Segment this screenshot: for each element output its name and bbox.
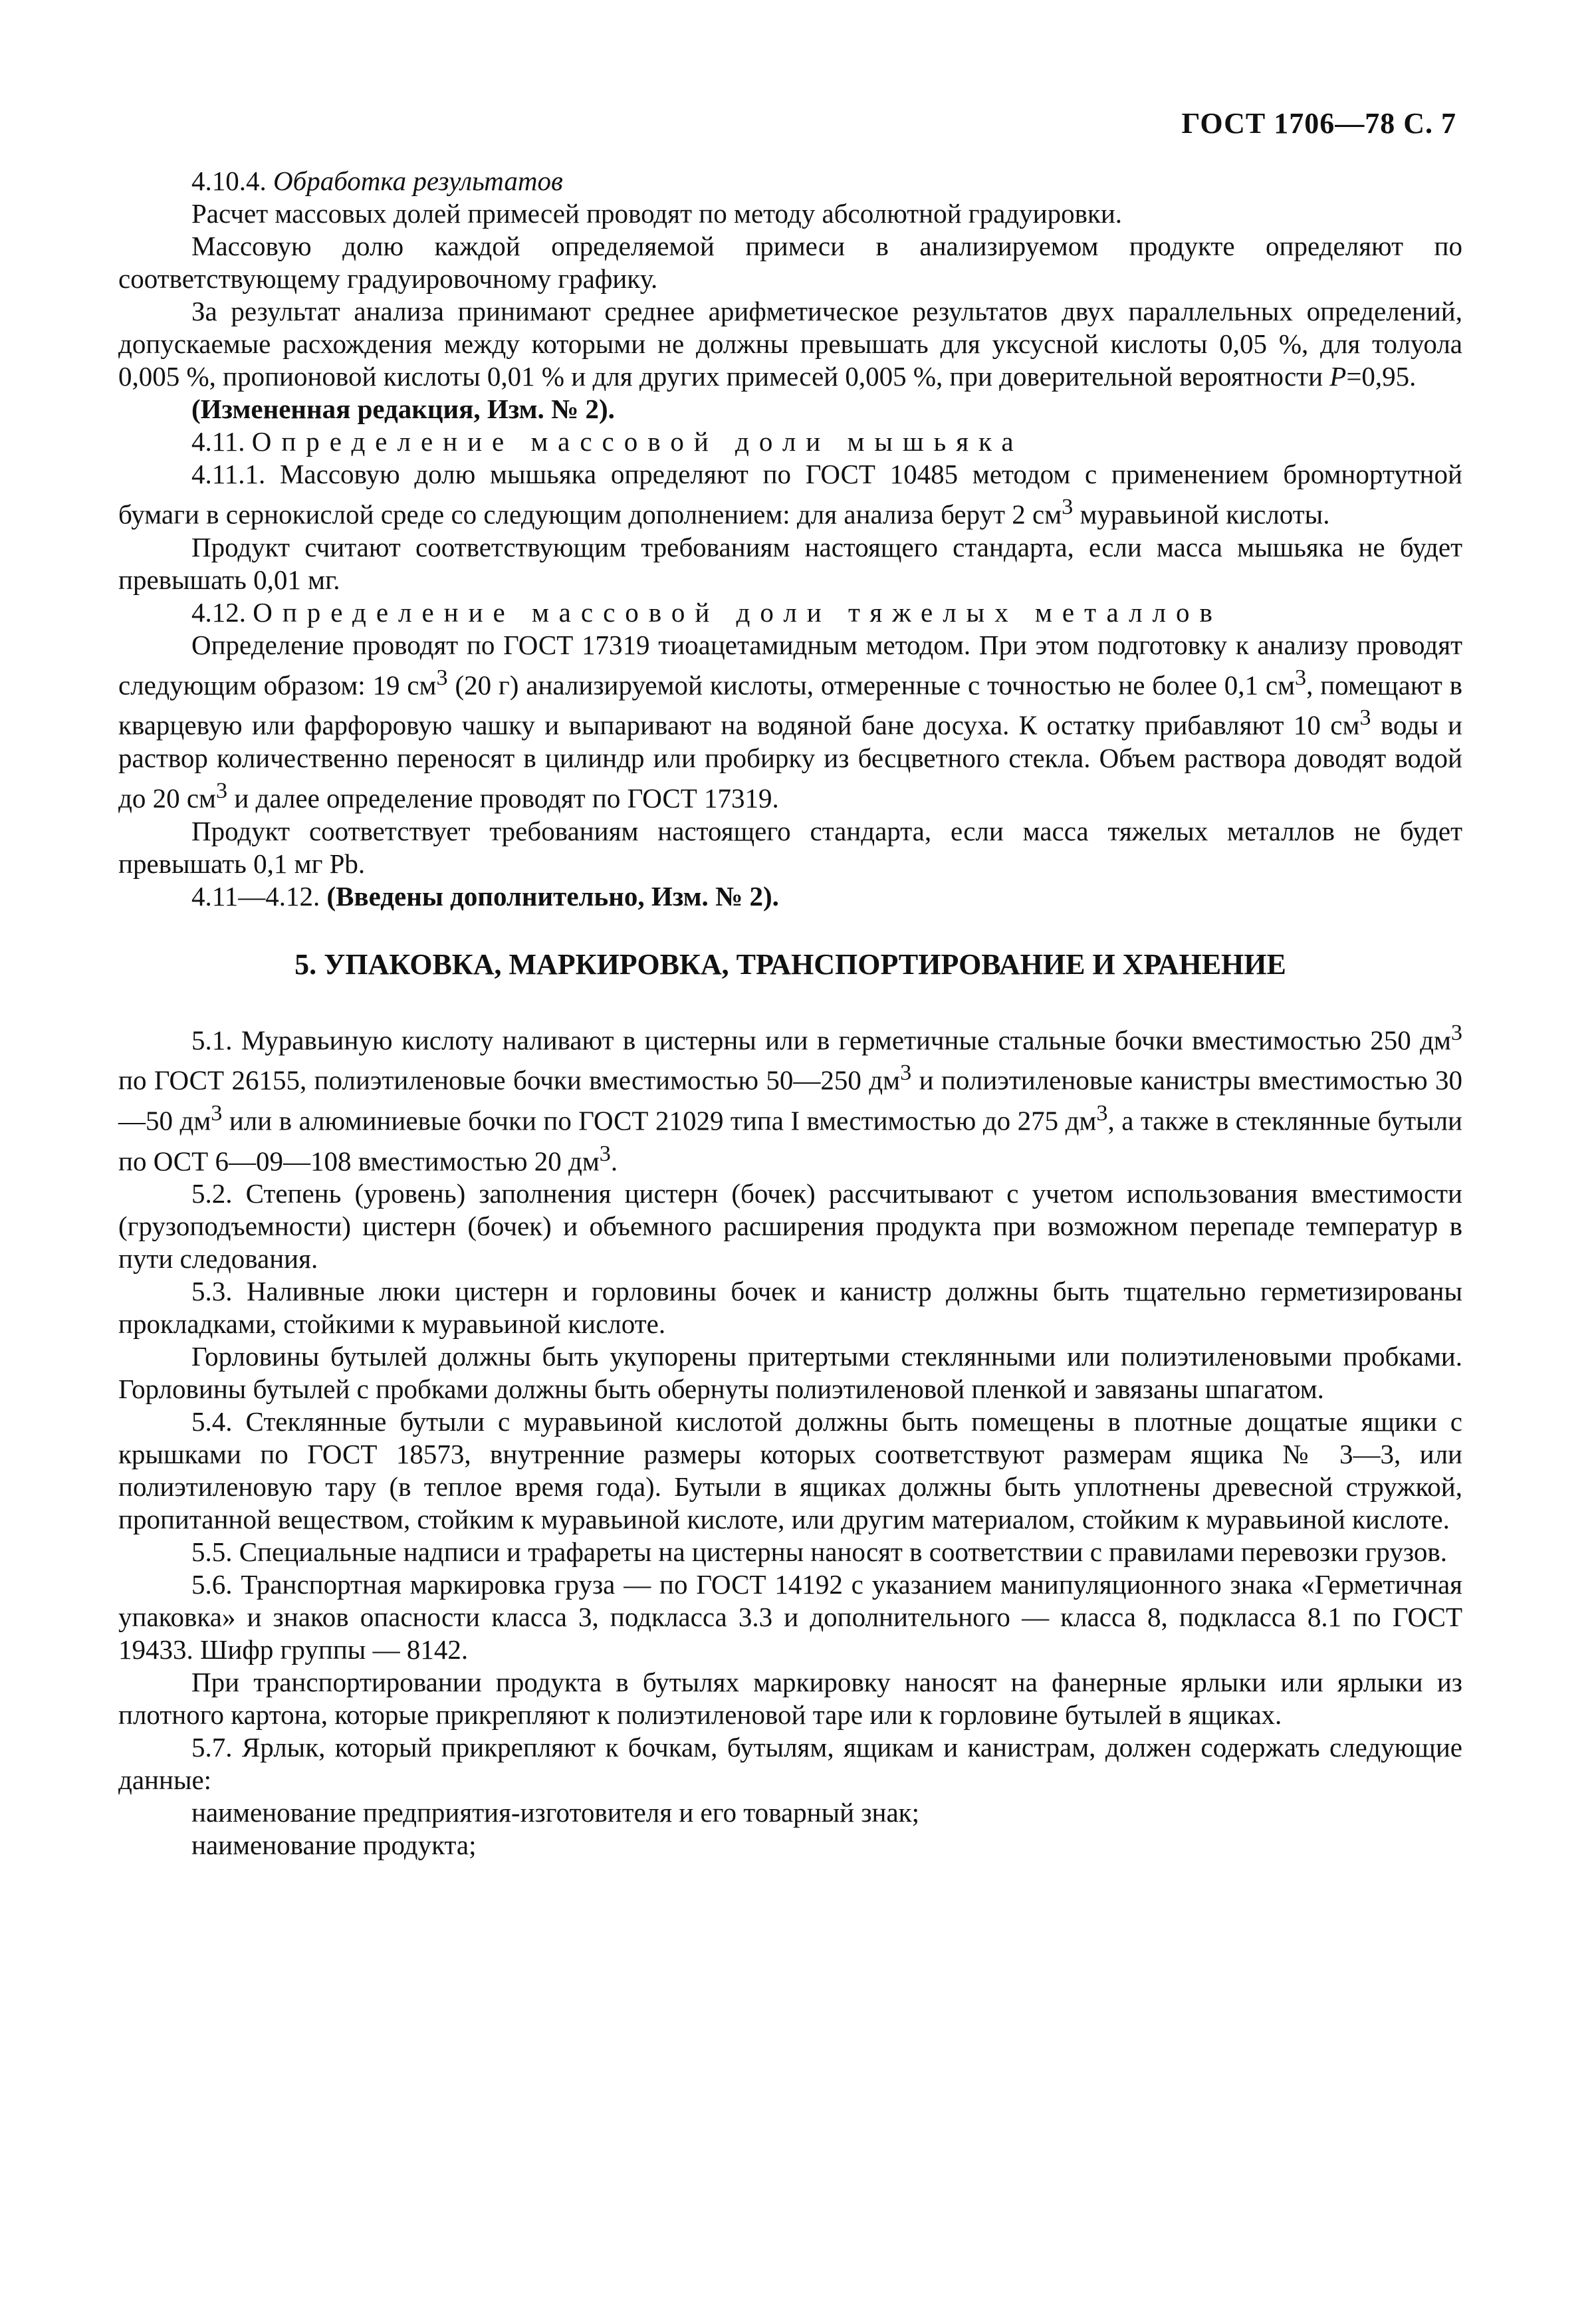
superscript: 3 <box>1096 1100 1108 1126</box>
text-run: и далее определение проводят по ГОСТ 17319. <box>227 783 779 814</box>
text-run: 5.1. Муравьиную кислоту наливают в цистерны или в герметичные стальные бочки вместимостью 250 дм <box>191 1025 1451 1056</box>
paragraph <box>118 295 1462 393</box>
paragraph: Расчет массовых долей примесей проводят по методу абсолютной градуировки. <box>191 198 1123 229</box>
paragraph-4-10-4 <box>118 165 1462 197</box>
paragraph-5-1 <box>118 1017 1462 1178</box>
superscript: 3 <box>1450 1020 1462 1045</box>
section-title: 5. УПАКОВКА, МАРКИРОВКА, ТРАНСПОРТИРОВАНИЕ И ХРАНЕНИЕ <box>294 947 1286 981</box>
text-run: , а также в стеклянные бутыли по ОСТ 6—09—108 вместимостью 20 дм <box>118 1105 1462 1177</box>
paragraph-5-2: 5.2. Степень (уровень) заполнения цистерн (бочек) рассчитывают с учетом использования вместимости (грузоподъемности) цистерн (бочек) и объемного расширения продукта при возможном перепаде температур в пути следования. <box>118 1178 1462 1275</box>
text-run: муравьиной кислоты. <box>1073 499 1330 530</box>
page-header: ГОСТ 1706—78 С. 7 <box>1181 107 1456 140</box>
clause-title: Определение массовой доли мышьяка <box>251 426 1024 457</box>
text-run: . <box>610 1146 618 1177</box>
superscript: 3 <box>216 778 228 803</box>
superscript: 3 <box>436 665 448 690</box>
paragraph: Массовую долю каждой определяемой примеси в анализируемом продукте определяют по соответствующему градуировочному графику. <box>118 231 1462 294</box>
paragraph-5-4: 5.4. Стеклянные бутыли с муравьиной кислотой должны быть помещены в плотные дощатые ящики с крышками по ГОСТ 18573, внутренние размеры которых соответствуют размерам ящика № 3—3, или полиэтиленовую тару (в теплое время года). Бутыли в ящиках должны быть уплотнены древесной стружкой, пропитанной веществом, стойким к муравьиной кислоте, или другим материалом, стойким к муравьиной кислоте. <box>118 1406 1462 1535</box>
list-item: наименование продукта; <box>191 1830 477 1861</box>
text-run: и полиэтиленовые канистры вместимостью 30—50 дм <box>118 1064 1462 1136</box>
amendment-note: (Измененная редакция, Изм. № 2). <box>191 394 615 424</box>
amendment-note <box>118 880 1462 913</box>
clause-number: 4.12. <box>191 596 246 628</box>
text-run: 4.11.1. Массовую долю мышьяка определяют по ГОСТ 10485 методом с применением бромнортутной бумаги в сернокислой среде со следующим дополнением: для анализа берут 2 см <box>118 459 1462 530</box>
text-run: или в алюминиевые бочки по ГОСТ 21029 типа I вместимостью до 275 дм <box>222 1105 1097 1136</box>
clause-title: Определение массовой доли тяжелых металлов <box>253 596 1222 628</box>
superscript: 3 <box>1062 495 1074 519</box>
paragraph: При транспортировании продукта в бутылях маркировку наносят на фанерные ярлыки или ярлыки из плотного картона, которые прикрепляют к полиэтиленовой таре или к горловине бутылей в ящиках. <box>118 1667 1462 1731</box>
text-run: воды и раствор количественно переносят в цилиндр или пробирку из бесцветного стекла. Объем раствора доводят водой до 20 см <box>118 709 1462 814</box>
superscript: 3 <box>211 1100 223 1126</box>
paragraph-5-3: 5.3. Наливные люки цистерн и горловины бочек и канистр должны быть тщательно герметизированы прокладками, стойкими к муравьиной кислоте. <box>118 1276 1462 1340</box>
superscript: 3 <box>599 1141 611 1166</box>
paragraph-4-11-1 <box>118 458 1462 531</box>
text-run: =0,95. <box>1346 361 1417 392</box>
superscript: 3 <box>900 1060 912 1086</box>
paragraph-4-11 <box>118 426 1462 458</box>
paragraph-5-5: 5.5. Специальные надписи и трафареты на цистерны наносят в соответствии с правилами перевозки грузов. <box>191 1536 1447 1568</box>
paragraph-5-7: 5.7. Ярлык, который прикрепляют к бочкам, бутылям, ящикам и канистрам, должен содержать следующие данные: <box>118 1732 1462 1796</box>
text-run: (20 г) анализируемой кислоты, отмеренные с точностью не более 0,1 см <box>447 670 1296 701</box>
paragraph: Горловины бутылей должны быть укупорены притертыми стеклянными или полиэтиленовыми пробками. Горловины бутылей с пробками должны быть обернуты полиэтиленовой пленкой и завязаны шпагатом. <box>118 1341 1462 1405</box>
document-body <box>118 165 1462 1862</box>
clause-number: 4.11—4.12. <box>191 880 320 912</box>
superscript: 3 <box>1359 705 1371 731</box>
text-run: Определение проводят по ГОСТ 17319 тиоацетамидным методом. При этом подготовку к анализу проводят следующим образом: 19 см <box>118 629 1462 701</box>
paragraph <box>118 629 1462 815</box>
amendment-text: (Введены дополнительно, Изм. № 2). <box>326 880 779 912</box>
text-run: За результат анализа принимают среднее арифметическое результатов двух параллельных определений, допускаемые расхождения между которыми не должны превышать для уксусной кислоты 0,05 %, для толуола 0,005 %, пропионовой кислоты 0,01 % и для других примесей 0,005 %, при доверительной вероятности <box>118 296 1462 392</box>
clause-number: 4.10.4. <box>191 166 267 196</box>
text-run: , помещают в кварцевую или фарфоровую чашку и выпаривают на водяной бане досуха. К остатку прибавляют 10 см <box>118 670 1462 741</box>
paragraph-5-6: 5.6. Транспортная маркировка груза — по ГОСТ 14192 с указанием манипуляционного знака «Герметичная упаковка» и знаков опасности класса 3, подкласса 3.3 и дополнительного — класса 8, подкласса 8.1 по ГОСТ 19433. Шифр группы — 8142. <box>118 1569 1462 1665</box>
text-run: по ГОСТ 26155, полиэтиленовые бочки вместимостью 50—250 дм <box>118 1064 901 1096</box>
paragraph-4-12 <box>118 596 1462 629</box>
paragraph: Продукт считают соответствующим требованиям настоящего стандарта, если масса мышьяка не будет превышать 0,01 мг. <box>118 531 1462 595</box>
clause-title: Обработка результатов <box>273 166 563 196</box>
clause-number: 4.11. <box>191 426 245 457</box>
variable-p: P <box>1329 361 1347 392</box>
paragraph: Продукт соответствует требованиям настоящего стандарта, если масса тяжелых металлов не будет превышать 0,1 мг Pb. <box>118 815 1462 879</box>
superscript: 3 <box>1295 665 1307 690</box>
list-item: наименование предприятия-изготовителя и его товарный знак; <box>191 1797 919 1828</box>
